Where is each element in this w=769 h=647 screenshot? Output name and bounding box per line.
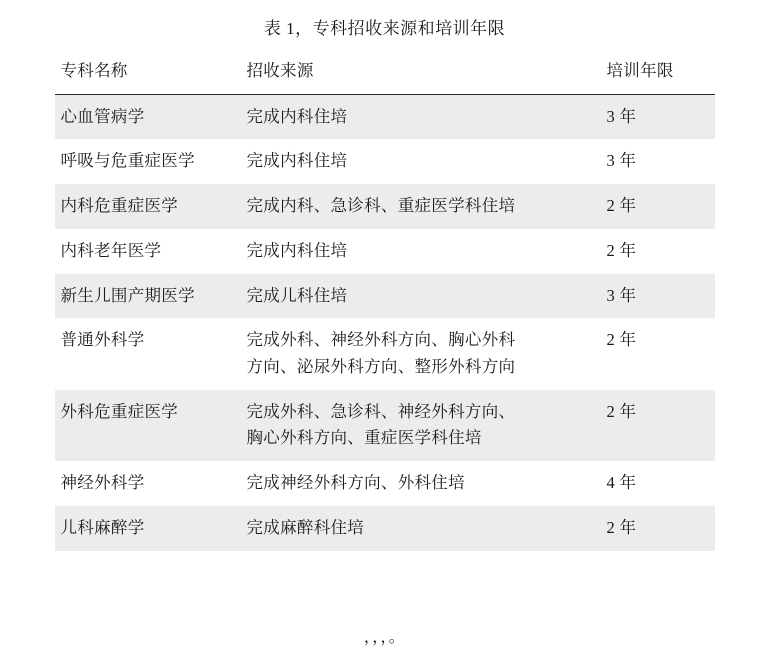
column-header-specialty-name: 专科名称 [55,49,241,94]
cell-training-years: 2 年 [606,240,637,260]
cell-admission-source [241,94,597,139]
table-body [55,94,715,550]
cell-specialty-name: 心血管病学 [55,94,241,139]
cell-admission-source [241,318,597,389]
cell-admission-source-line: 胸心外科方向、重症医学科住培 [246,428,482,448]
column-header-admission-source: 招收来源 [241,49,597,94]
table-caption: 表 1，专科招收来源和培训年限 [263,19,506,38]
cell-admission-source-line: 完成内科住培 [246,151,348,171]
cell-specialty-name: 呼吸与危重症医学 [60,151,195,171]
table-row [55,229,715,274]
cell-training-years: 2 年 [597,390,715,461]
cell-specialty-name: 神经外科学 [60,473,145,493]
cell-admission-source [241,139,597,184]
cell-training-years: 2 年 [606,330,637,350]
specialty-table [55,49,715,551]
cell-training-years: 3 年 [597,274,715,319]
cell-specialty-name: 内科危重症医学 [55,184,241,229]
cell-admission-source [241,390,597,461]
cell-training-years: 3 年 [606,151,637,171]
cell-admission-source-line: 方向、泌尿外科方向、整形外科方向 [246,357,516,377]
table-row [55,184,715,229]
cell-admission-source [241,274,597,319]
cell-specialty-name: 普通外科学 [60,330,145,350]
cell-admission-source-line: 完成外科、急诊科、神经外科方向、 [246,401,516,421]
table-row [55,461,715,506]
cell-training-years: 2 年 [597,506,715,551]
cell-admission-source [241,461,597,506]
cell-admission-source-line: 完成神经外科方向、外科住培 [246,473,465,493]
cell-specialty-name: 外科危重症医学 [55,390,241,461]
cell-admission-source-line: 完成内科住培 [246,106,348,126]
table-header [55,49,715,94]
cell-training-years: 3 年 [597,94,715,139]
cell-specialty-name: 新生儿围产期医学 [55,274,241,319]
cell-training-years: 4 年 [606,473,637,493]
column-header-training-years: 培训年限 [597,49,715,94]
cell-training-years: 2 年 [597,184,715,229]
table-row [55,94,715,139]
table-row [55,390,715,461]
cell-admission-source-line: 完成内科、急诊科、重症医学科住培 [246,196,516,216]
table-row [55,506,715,551]
cell-admission-source-line: 完成外科、神经外科方向、胸心外科 [246,330,516,350]
cell-admission-source-line: 完成内科住培 [246,240,348,260]
cell-admission-source-line: 完成儿科住培 [246,285,348,305]
cell-specialty-name: 内科老年医学 [60,240,162,260]
cell-admission-source [241,229,597,274]
table-header-row [55,49,715,94]
table-row [55,274,715,319]
cell-admission-source [241,506,597,551]
page-footer-text: ，，，。 [363,629,406,646]
cell-admission-source-line: 完成麻醉科住培 [246,517,365,537]
cell-admission-source [241,184,597,229]
table-row [55,139,715,184]
cell-specialty-name: 儿科麻醉学 [55,506,241,551]
table-row [55,318,715,389]
